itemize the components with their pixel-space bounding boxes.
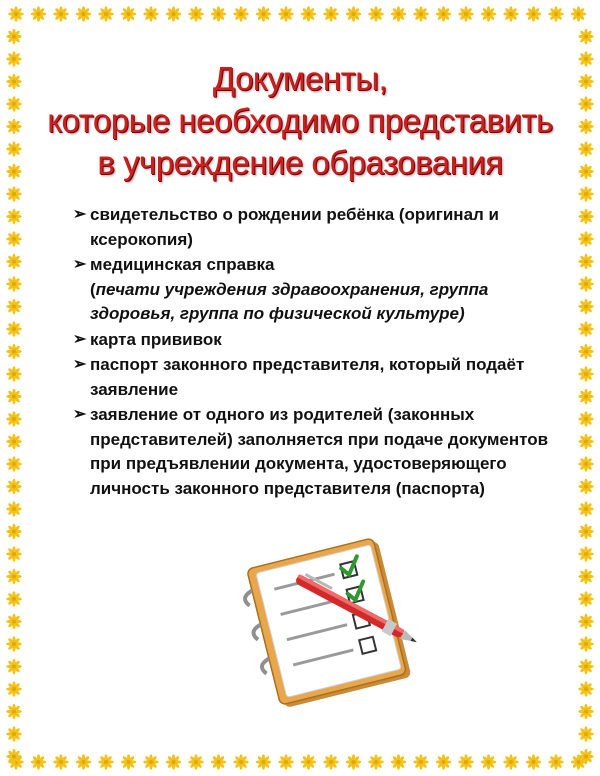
yellow-flower-icon: [6, 254, 22, 270]
yellow-flower-icon: [6, 479, 22, 495]
yellow-flower-icon: [6, 299, 22, 315]
yellow-flower-icon: [578, 434, 594, 450]
yellow-flower-icon: [578, 366, 594, 382]
yellow-flower-icon: [6, 411, 22, 427]
checklist-notebook-pen-icon: [238, 532, 428, 717]
yellow-flower-icon: [346, 6, 362, 22]
yellow-flower-icon: [6, 659, 22, 675]
arrow-bullet-icon: ➢: [73, 406, 87, 423]
yellow-flower-icon: [578, 231, 594, 247]
yellow-flower-icon: [6, 119, 22, 135]
yellow-flower-icon: [578, 389, 594, 405]
yellow-flower-icon: [6, 749, 22, 765]
yellow-flower-icon: [548, 6, 564, 22]
yellow-flower-icon: [368, 6, 384, 22]
yellow-flower-icon: [166, 754, 182, 770]
yellow-flower-icon: [436, 6, 452, 22]
yellow-flower-icon: [6, 614, 22, 630]
yellow-flower-icon: [6, 164, 22, 180]
yellow-flower-icon: [323, 754, 339, 770]
yellow-flower-icon: [436, 754, 452, 770]
yellow-flower-icon: [256, 754, 272, 770]
yellow-flower-icon: [53, 6, 69, 22]
yellow-flower-icon: [6, 591, 22, 607]
yellow-flower-icon: [578, 479, 594, 495]
yellow-flower-icon: [6, 366, 22, 382]
yellow-flower-icon: [31, 754, 47, 770]
yellow-flower-icon: [578, 614, 594, 630]
yellow-flower-icon: [6, 51, 22, 67]
yellow-flower-icon: [256, 6, 272, 22]
yellow-flower-icon: [53, 754, 69, 770]
yellow-flower-icon: [6, 546, 22, 562]
yellow-flower-icon: [578, 299, 594, 315]
arrow-bullet-icon: ➢: [73, 356, 87, 373]
yellow-flower-icon: [578, 344, 594, 360]
yellow-flower-icon: [121, 754, 137, 770]
yellow-flower-icon: [6, 434, 22, 450]
yellow-flower-icon: [391, 6, 407, 22]
yellow-flower-icon: [278, 6, 294, 22]
yellow-flower-icon: [76, 6, 92, 22]
yellow-flower-icon: [578, 591, 594, 607]
yellow-flower-icon: [6, 209, 22, 225]
yellow-flower-icon: [301, 754, 317, 770]
yellow-flower-icon: [233, 754, 249, 770]
yellow-flower-icon: [6, 636, 22, 652]
title-line-1: Документы,: [212, 60, 388, 97]
yellow-flower-icon: [6, 96, 22, 112]
yellow-flower-icon: [323, 6, 339, 22]
yellow-flower-icon: [458, 754, 474, 770]
yellow-flower-icon: [346, 754, 362, 770]
yellow-flower-icon: [481, 754, 497, 770]
yellow-flower-icon: [413, 6, 429, 22]
yellow-flower-icon: [278, 754, 294, 770]
yellow-flower-icon: [578, 456, 594, 472]
list-item: ➢ карта прививок: [74, 328, 554, 353]
medical-note: печати учреждения здравоохранения, группа здоровья, группа по физической культуре): [90, 279, 489, 323]
yellow-flower-icon: [578, 276, 594, 292]
yellow-flower-icon: [166, 6, 182, 22]
yellow-flower-icon: [578, 726, 594, 742]
yellow-flower-icon: [6, 276, 22, 292]
yellow-flower-icon: [6, 704, 22, 720]
yellow-flower-icon: [391, 754, 407, 770]
yellow-flower-icon: [98, 6, 114, 22]
yellow-flower-icon: [6, 321, 22, 337]
yellow-flower-icon: [31, 6, 47, 22]
yellow-flower-icon: [76, 754, 92, 770]
yellow-flower-icon: [481, 6, 497, 22]
yellow-flower-icon: [578, 501, 594, 517]
yellow-flower-icon: [6, 231, 22, 247]
yellow-flower-icon: [578, 411, 594, 427]
yellow-flower-icon: [6, 74, 22, 90]
yellow-flower-icon: [6, 524, 22, 540]
list-item: ➢ свидетельство о рождении ребёнка (оригинал и ксерокопия): [73, 205, 499, 249]
yellow-flower-icon: [6, 569, 22, 585]
list-item: ➢ медицинская справка (печати учреждения здравоохранения, группа здоровья, группа по физической культуре): [73, 255, 489, 323]
title-line-3: в учреждение образования: [97, 144, 503, 181]
yellow-flower-icon: [578, 659, 594, 675]
yellow-flower-icon: [578, 51, 594, 67]
yellow-flower-icon: [413, 754, 429, 770]
list-item: ➢ заявление от одного из родителей (законных представителей) заполняется при подаче документов при предъявлении документа, удостоверяющего личность законного представителя (паспорта): [73, 405, 549, 498]
yellow-flower-icon: [6, 344, 22, 360]
yellow-flower-icon: [6, 501, 22, 517]
yellow-flower-icon: [578, 704, 594, 720]
documents-list: [74, 203, 554, 502]
yellow-flower-icon: [143, 6, 159, 22]
yellow-flower-icon: [578, 524, 594, 540]
yellow-flower-icon: [578, 636, 594, 652]
yellow-flower-icon: [8, 6, 24, 22]
yellow-flower-icon: [526, 6, 542, 22]
yellow-flower-icon: [98, 754, 114, 770]
yellow-flower-icon: [578, 209, 594, 225]
page-title: [30, 58, 570, 184]
arrow-bullet-icon: ➢: [73, 256, 87, 273]
yellow-flower-icon: [578, 186, 594, 202]
yellow-flower-icon: [188, 6, 204, 22]
yellow-flower-icon: [503, 6, 519, 22]
yellow-flower-icon: [578, 164, 594, 180]
yellow-flower-icon: [6, 681, 22, 697]
yellow-flower-icon: [211, 754, 227, 770]
yellow-flower-icon: [578, 569, 594, 585]
yellow-flower-icon: [6, 29, 22, 45]
yellow-flower-icon: [578, 681, 594, 697]
yellow-flower-icon: [548, 754, 564, 770]
yellow-flower-icon: [578, 141, 594, 157]
yellow-flower-icon: [211, 6, 227, 22]
yellow-flower-icon: [578, 29, 594, 45]
yellow-flower-icon: [578, 254, 594, 270]
yellow-flower-icon: [578, 74, 594, 90]
yellow-flower-icon: [6, 141, 22, 157]
yellow-flower-icon: [6, 456, 22, 472]
yellow-flower-icon: [578, 749, 594, 765]
yellow-flower-icon: [6, 186, 22, 202]
yellow-flower-icon: [578, 119, 594, 135]
yellow-flower-icon: [301, 6, 317, 22]
yellow-flower-icon: [368, 754, 384, 770]
yellow-flower-icon: [143, 754, 159, 770]
yellow-flower-icon: [458, 6, 474, 22]
yellow-flower-icon: [578, 546, 594, 562]
list-item: ➢ паспорт законного представителя, который подаёт заявление: [73, 355, 525, 399]
yellow-flower-icon: [121, 6, 137, 22]
yellow-flower-icon: [578, 96, 594, 112]
yellow-flower-icon: [571, 6, 587, 22]
yellow-flower-icon: [578, 321, 594, 337]
yellow-flower-icon: [526, 754, 542, 770]
yellow-flower-icon: [6, 726, 22, 742]
yellow-flower-icon: [233, 6, 249, 22]
yellow-flower-icon: [503, 754, 519, 770]
yellow-flower-icon: [6, 389, 22, 405]
arrow-bullet-icon: ➢: [73, 206, 87, 223]
title-line-2: которые необходимо представить: [47, 102, 553, 139]
yellow-flower-icon: [188, 754, 204, 770]
arrow-bullet-icon: ➢: [73, 330, 87, 348]
